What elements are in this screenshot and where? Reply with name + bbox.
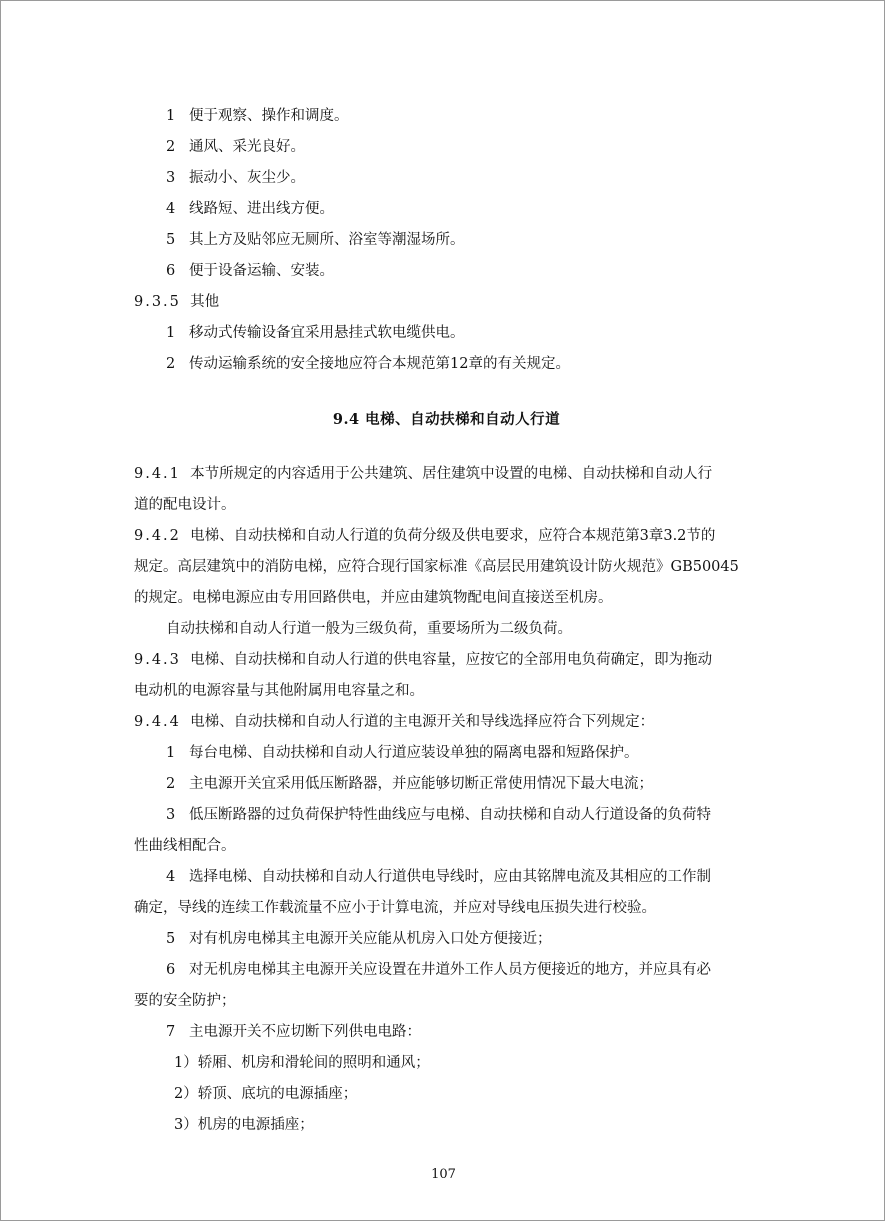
- list-item: 4 选择电梯、自动扶梯和自动人行道供电导线时，应由其铭牌电流及其相应的工作制: [166, 869, 711, 885]
- clause-text-line: 电动机的电源容量与其他附属用电容量之和。: [134, 683, 424, 699]
- list-item: 3 低压断路器的过负荷保护特性曲线应与电梯、自动扶梯和自动人行道设备的负荷特: [166, 807, 711, 823]
- list-item: 1 移动式传输设备宜采用悬挂式软电缆供电。: [166, 325, 465, 341]
- clause-text-line: 规定。高层建筑中的消防电梯，应符合现行国家标准《高层民用建筑设计防火规范》GB50045: [134, 559, 739, 575]
- list-item: 2 主电源开关宜采用低压断路器，并应能够切断正常使用情况下最大电流；: [166, 776, 653, 792]
- clause-9-4-1: 9.4.1 本节所规定的内容适用于公共建筑、居住建筑中设置的电梯、自动扶梯和自动人行: [134, 466, 713, 482]
- list-item: 7 主电源开关不应切断下列供电电路：: [166, 1024, 421, 1040]
- page-number: 107: [431, 1167, 456, 1182]
- list-item-continuation: 要的安全防护；: [134, 993, 236, 1009]
- clause-9-4-2: 9.4.2 电梯、自动扶梯和自动人行道的负荷分级及供电要求，应符合本规范第3章3.2节的: [134, 528, 716, 544]
- list-item: 5 对有机房电梯其主电源开关应能从机房入口处方便接近；: [166, 931, 552, 947]
- sub-list-item: 3）机房的电源插座；: [174, 1117, 314, 1133]
- list-item: 1 每台电梯、自动扶梯和自动人行道应装设单独的隔离电器和短路保护。: [166, 745, 639, 761]
- list-item-continuation: 性曲线相配合。: [134, 838, 236, 854]
- list-item: 5 其上方及贴邻应无厕所、浴室等潮湿场所。: [166, 232, 465, 248]
- list-item: 6 对无机房电梯其主电源开关应设置在井道外工作人员方便接近的地方，并应具有必: [166, 962, 711, 978]
- clause-9-3-5: 9.3.5 其他: [134, 294, 220, 310]
- list-item: 3 振动小、灰尘少。: [166, 170, 305, 186]
- list-item: 2 传动运输系统的安全接地应符合本规范第12章的有关规定。: [166, 356, 570, 372]
- list-item: 6 便于设备运输、安装。: [166, 263, 334, 279]
- list-item: 1 便于观察、操作和调度。: [166, 108, 349, 124]
- clause-9-4-4: 9.4.4 电梯、自动扶梯和自动人行道的主电源开关和导线选择应符合下列规定：: [134, 714, 655, 730]
- clause-9-4-3: 9.4.3 电梯、自动扶梯和自动人行道的供电容量，应按它的全部用电负荷确定，即为拖动: [134, 652, 713, 668]
- page-content: [134, 101, 759, 1141]
- sub-list-item: 2）轿顶、底坑的电源插座；: [174, 1086, 358, 1102]
- sub-list-item: 1）轿厢、机房和滑轮间的照明和通风；: [174, 1055, 430, 1071]
- list-item-continuation: 确定，导线的连续工作载流量不应小于计算电流，并应对导线电压损失进行校验。: [134, 900, 656, 916]
- section-heading: 9.4 电梯、自动扶梯和自动人行道: [332, 411, 561, 428]
- list-item: 4 线路短、进出线方便。: [166, 201, 334, 217]
- clause-text-line: 道的配电设计。: [134, 497, 236, 513]
- clause-text-line: 自动扶梯和自动人行道一般为三级负荷，重要场所为二级负荷。: [166, 621, 572, 637]
- list-item: 2 通风、采光良好。: [166, 139, 305, 155]
- clause-text-line: 的规定。电梯电源应由专用回路供电，并应由建筑物配电间直接送至机房。: [134, 590, 613, 606]
